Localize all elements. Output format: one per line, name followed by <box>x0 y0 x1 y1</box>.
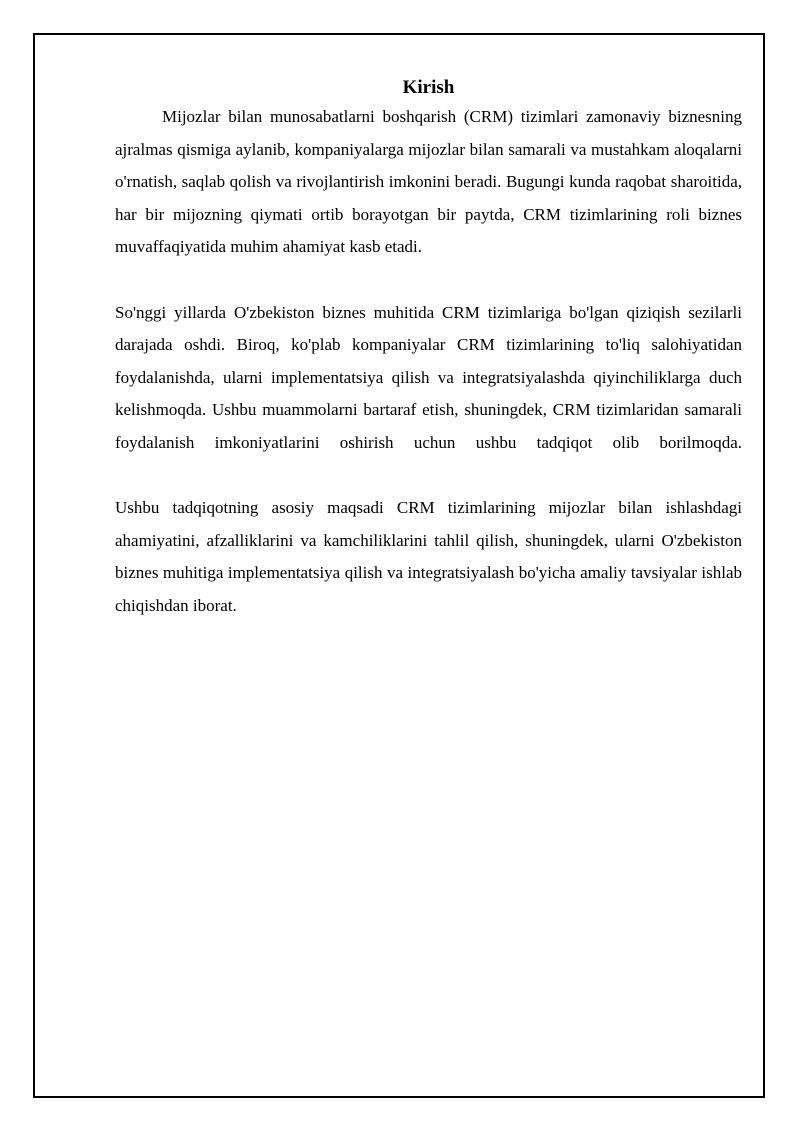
paragraph-intro: Mijozlar bilan munosabatlarni boshqarish (CRM) tizimlari zamonaviy biznesning ajralmas qismiga aylanib, kompaniyalarga mijozlar bilan samarali va mustahkam aloqalarni o'rnatish, saqlab qolish va rivojlantirish imkonini beradi. Bugungi kunda raqobat sharoitida, har bir mijozning qiymati ortib borayotgan bir paytda, CRM tizimlarining roli biznes muvaffaqiyatida muhim ahamiyat kasb etadi. <box>115 107 742 257</box>
paragraph-context: So'nggi yillarda O'zbekiston biznes muhitida CRM tizimlariga bo'lgan qiziqish sezilarli darajada oshdi. Biroq, ko'plab kompaniyalar CRM tizimlarining to'liq salohiyatidan foydalanishda, ularni implementatsiya qilish va integratsiyalashda qiyinchiliklarga duch kelishmoqda. Ushbu muammolarni bartaraf etish, shuningdek, CRM tizimlaridan samarali foydalanish imkoniyatlarini oshirish uchun ushbu tadqiqot olib borilmoqda. <box>115 302 742 452</box>
paragraph-goal: Ushbu tadqiqotning asosiy maqsadi CRM tizimlarining mijozlar bilan ishlashdagi ahamiyatini, afzalliklarini va kamchiliklarini tahlil qilish, shuningdek, ularni O'zbekiston biznes muhitiga implementatsiya qilish va integratsiyalash bo'yicha amaliy tavsiyalar ishlab chiqishdan iborat. <box>115 498 742 615</box>
document-body <box>115 76 742 623</box>
section-title: Kirish <box>402 77 455 98</box>
paragraph-gap <box>115 264 742 297</box>
paragraph-gap <box>115 460 742 493</box>
